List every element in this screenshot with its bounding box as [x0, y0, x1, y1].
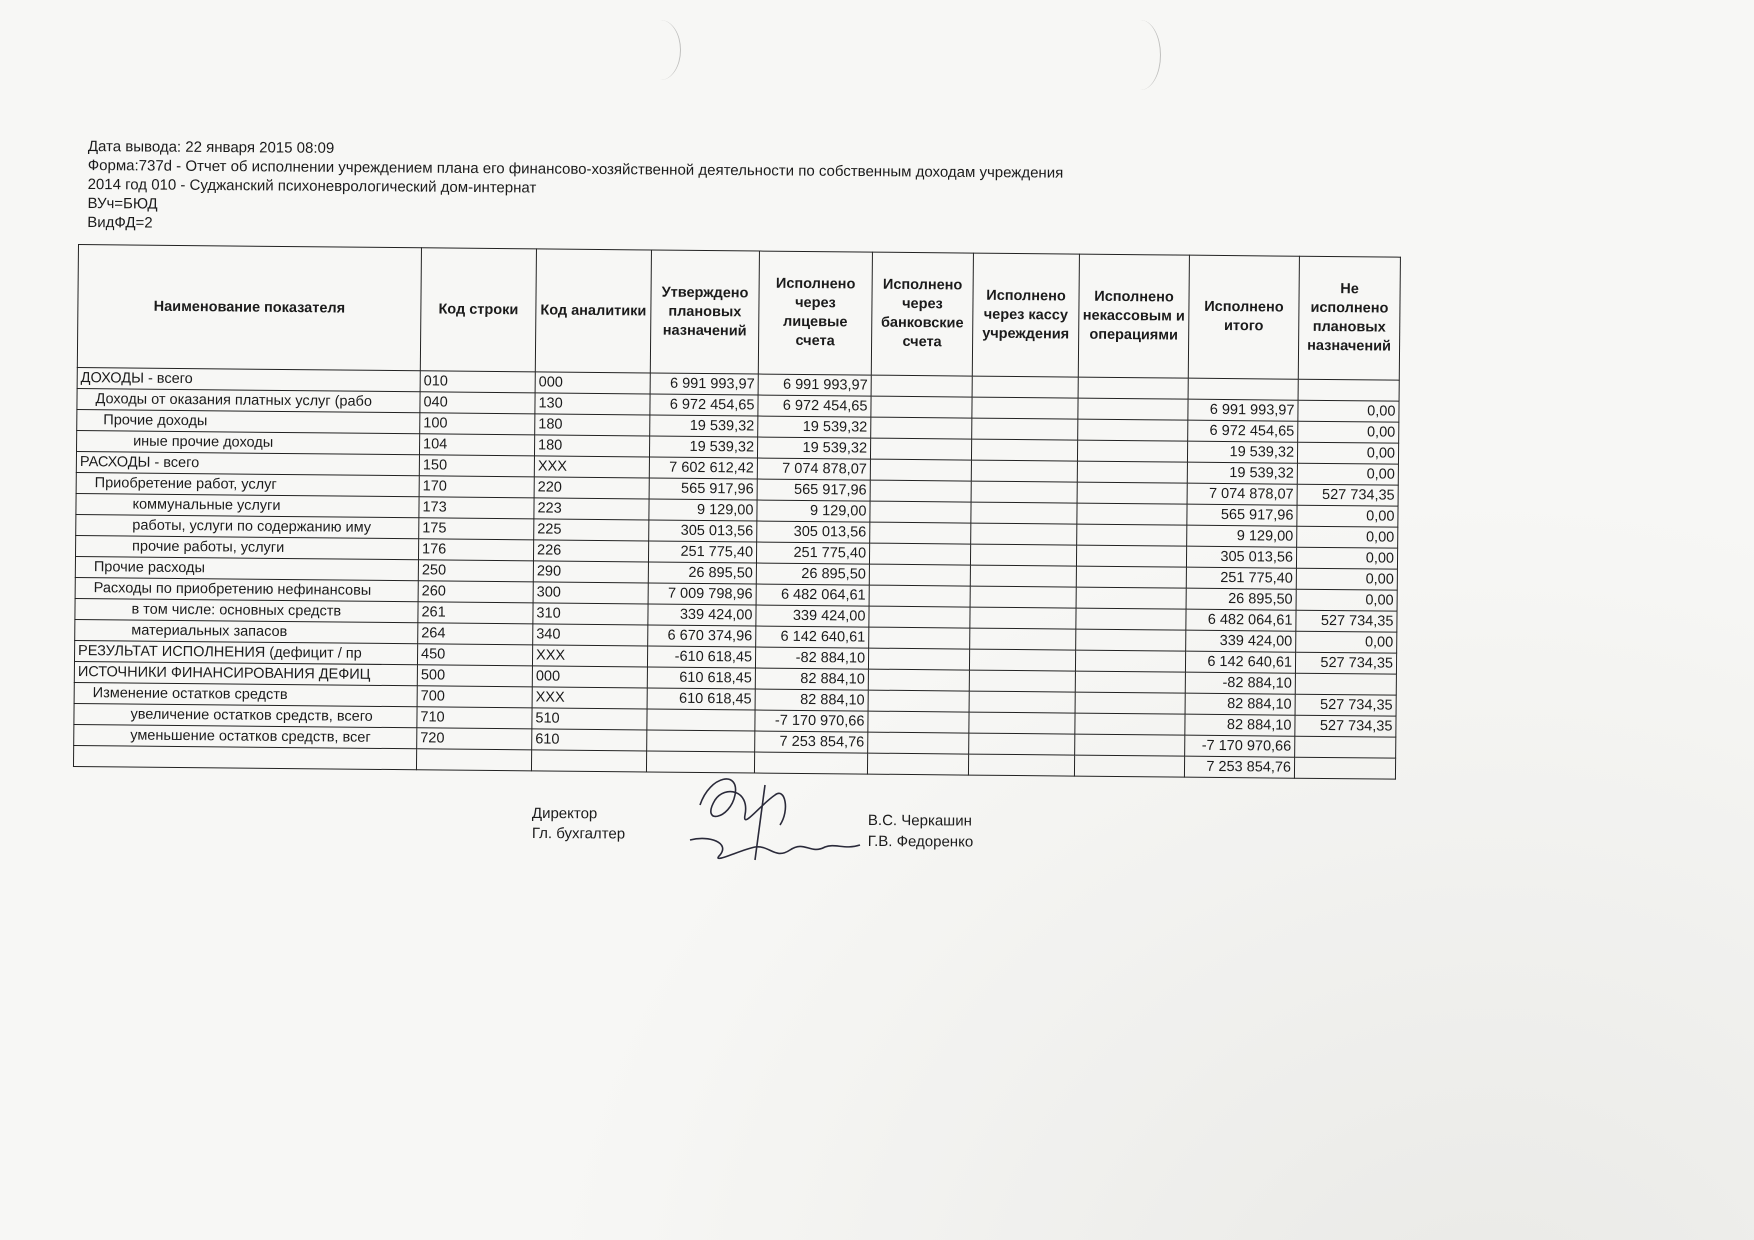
col-header-cash: Исполнено через кассу учреждения — [972, 253, 1079, 377]
row-bank — [869, 627, 970, 649]
row-cash — [971, 460, 1077, 482]
row-total: 7 253 854,76 — [1184, 756, 1294, 778]
row-analytic: 310 — [533, 603, 648, 625]
row-noncash — [1075, 692, 1185, 714]
col-header-total: Исполнено итого — [1188, 255, 1299, 379]
row-noncash — [1077, 482, 1187, 504]
row-bank — [871, 375, 972, 397]
row-accounts: 7 074 878,07 — [757, 458, 870, 480]
row-total: 565 917,96 — [1187, 504, 1297, 526]
row-code: 175 — [419, 518, 534, 540]
row-bank — [868, 690, 969, 712]
row-accounts: 6 991 993,97 — [758, 374, 871, 396]
row-cash — [972, 418, 1078, 440]
row-name: иные прочие доходы — [77, 430, 420, 454]
scan-artifact-left — [640, 20, 681, 80]
row-noncash — [1075, 713, 1185, 735]
row-analytic: 000 — [535, 372, 650, 394]
form-title: Форма:737d - Отчет об исполнении учреждением плана его финансово-хозяйственной деятельности по собственным доходам учреждения — [87, 156, 1064, 182]
row-bank — [868, 711, 969, 733]
row-analytic: 220 — [534, 477, 649, 499]
row-planned: 305 013,56 — [649, 520, 757, 542]
row-noncash — [1076, 608, 1186, 630]
row-analytic: XXX — [532, 687, 647, 709]
row-planned: 6 991 993,97 — [650, 373, 758, 395]
row-total: 19 539,32 — [1187, 441, 1297, 463]
row-name: Прочие расходы — [75, 556, 418, 580]
row-accounts: -82 884,10 — [755, 647, 868, 669]
row-analytic: XXX — [532, 645, 647, 667]
row-planned: 7 602 612,42 — [649, 457, 757, 479]
row-unexecuted: 527 734,35 — [1295, 715, 1396, 737]
row-cash — [970, 565, 1076, 587]
row-name: в том числе: основных средств — [75, 598, 418, 622]
handwritten-signatures — [680, 765, 870, 875]
row-unexecuted: 0,00 — [1298, 421, 1399, 443]
row-analytic: 130 — [535, 393, 650, 415]
row-total: 19 539,32 — [1187, 462, 1297, 484]
row-noncash — [1077, 503, 1187, 525]
row-code: 150 — [419, 455, 534, 477]
row-code: 250 — [418, 560, 533, 582]
row-unexecuted: 527 734,35 — [1295, 652, 1396, 674]
row-unexecuted: 0,00 — [1296, 547, 1397, 569]
row-name: коммунальные услуги — [76, 493, 419, 517]
row-accounts: 19 539,32 — [758, 416, 871, 438]
col-header-bank: Исполнено через банковские счета — [871, 252, 973, 376]
row-code: 720 — [417, 728, 532, 750]
row-total: 82 884,10 — [1185, 693, 1295, 715]
row-total: 6 972 454,65 — [1188, 420, 1298, 442]
row-cash — [972, 397, 1078, 419]
row-planned: 251 775,40 — [648, 541, 756, 563]
row-name — [73, 745, 416, 769]
row-noncash — [1077, 440, 1187, 462]
row-bank — [870, 438, 971, 460]
row-accounts: 7 253 854,76 — [755, 731, 868, 753]
row-unexecuted: 527 734,35 — [1297, 484, 1398, 506]
row-planned: 610 618,45 — [647, 667, 755, 689]
col-header-planned: Утверждено плановых назначений — [650, 250, 759, 374]
row-accounts: 305 013,56 — [757, 521, 870, 543]
col-header-accounts: Исполнено через лицевые счета — [758, 251, 872, 375]
row-analytic: 223 — [534, 498, 649, 520]
row-cash — [969, 691, 1075, 713]
row-planned: 26 895,50 — [648, 562, 756, 584]
row-name: материальных запасов — [75, 619, 418, 643]
row-total: 7 074 878,07 — [1187, 483, 1297, 505]
row-noncash — [1076, 629, 1186, 651]
row-analytic: 226 — [533, 540, 648, 562]
row-cash — [970, 628, 1076, 650]
row-total: 339 424,00 — [1186, 630, 1296, 652]
row-name: увеличение остатков средств, всего — [74, 703, 417, 727]
row-noncash — [1075, 734, 1185, 756]
col-header-analytic-code: Код аналитики — [535, 249, 651, 373]
row-cash — [971, 523, 1077, 545]
row-name: Прочие доходы — [77, 409, 420, 433]
row-cash — [970, 544, 1076, 566]
row-planned: 9 129,00 — [649, 499, 757, 521]
output-date: Дата вывода: 22 января 2015 08:09 — [87, 137, 335, 157]
row-total: 251 775,40 — [1186, 567, 1296, 589]
report-header — [87, 137, 1238, 241]
row-name: Изменение остатков средств — [74, 682, 417, 706]
director-title: Директор — [531, 805, 598, 823]
row-analytic: 180 — [534, 435, 649, 457]
row-bank — [868, 732, 969, 754]
col-header-noncash: Исполнено некассовым и операциями — [1078, 254, 1189, 378]
row-bank — [869, 564, 970, 586]
row-name: работы, услуги по содержанию иму — [76, 514, 419, 538]
row-accounts: 339 424,00 — [756, 605, 869, 627]
row-code: 710 — [417, 707, 532, 729]
row-noncash — [1076, 566, 1186, 588]
row-noncash — [1076, 587, 1186, 609]
row-bank — [868, 648, 969, 670]
row-code: 260 — [418, 581, 533, 603]
row-planned: 7 009 798,96 — [648, 583, 756, 605]
row-name: Расходы по приобретению нефинансовы — [75, 577, 418, 601]
row-bank — [871, 396, 972, 418]
row-planned — [647, 730, 755, 752]
row-unexecuted: 527 734,35 — [1296, 610, 1397, 632]
row-accounts: 6 142 640,61 — [756, 626, 869, 648]
row-noncash — [1077, 461, 1187, 483]
row-analytic: 340 — [533, 624, 648, 646]
row-noncash — [1075, 671, 1185, 693]
row-code: 261 — [418, 602, 533, 624]
col-header-unexecuted: Не исполнено плановых назначений — [1298, 256, 1400, 380]
row-name: РЕЗУЛЬТАТ ИСПОЛНЕНИЯ (дефицит / пр — [74, 640, 417, 664]
row-cash — [971, 439, 1077, 461]
row-noncash — [1078, 419, 1188, 441]
report-table — [73, 244, 1401, 780]
row-noncash — [1077, 524, 1187, 546]
report-table-wrapper — [73, 244, 1401, 780]
row-code: 170 — [419, 476, 534, 498]
table-header-row — [77, 245, 1400, 381]
row-total: -7 170 970,66 — [1185, 735, 1295, 757]
row-planned: 565 917,96 — [649, 478, 757, 500]
row-accounts: 19 539,32 — [757, 437, 870, 459]
row-planned: 339 424,00 — [648, 604, 756, 626]
row-analytic: 610 — [532, 729, 647, 751]
row-planned: -610 618,45 — [647, 646, 755, 668]
institution-line: 2014 год 010 - Суджанский психоневрологический дом-интернат — [87, 175, 537, 197]
row-accounts: 6 482 064,61 — [756, 584, 869, 606]
row-total: 26 895,50 — [1186, 588, 1296, 610]
row-accounts: 565 917,96 — [757, 479, 870, 501]
row-code: 500 — [417, 665, 532, 687]
row-accounts: 6 972 454,65 — [758, 395, 871, 417]
row-analytic: 225 — [534, 519, 649, 541]
col-header-row-code: Код строки — [420, 248, 536, 372]
row-bank — [870, 480, 971, 502]
row-analytic — [531, 750, 646, 772]
row-planned: 6 670 374,96 — [648, 625, 756, 647]
row-unexecuted — [1294, 757, 1395, 779]
row-analytic: 510 — [532, 708, 647, 730]
row-accounts: 82 884,10 — [755, 689, 868, 711]
row-bank — [868, 669, 969, 691]
row-code: 100 — [420, 413, 535, 435]
row-total: 6 482 064,61 — [1186, 609, 1296, 631]
row-code: 104 — [419, 434, 534, 456]
row-total: 82 884,10 — [1185, 714, 1295, 736]
row-planned — [647, 709, 755, 731]
row-bank — [869, 543, 970, 565]
row-code: 010 — [420, 371, 535, 393]
row-unexecuted: 0,00 — [1297, 505, 1398, 527]
row-unexecuted — [1298, 379, 1399, 401]
row-analytic: XXX — [534, 456, 649, 478]
row-analytic: 290 — [533, 561, 648, 583]
row-accounts: 9 129,00 — [757, 500, 870, 522]
row-unexecuted: 0,00 — [1298, 400, 1399, 422]
row-code: 264 — [418, 623, 533, 645]
row-code: 176 — [418, 539, 533, 561]
row-cash — [969, 670, 1075, 692]
row-code: 450 — [417, 644, 532, 666]
row-name: Доходы от оказания платных услуг (рабо — [77, 388, 420, 412]
row-unexecuted: 527 734,35 — [1295, 694, 1396, 716]
vuch-line: ВУч=БЮД — [87, 194, 158, 213]
row-total: 305 013,56 — [1186, 546, 1296, 568]
row-cash — [969, 649, 1075, 671]
row-accounts: 251 775,40 — [756, 542, 869, 564]
row-analytic: 300 — [533, 582, 648, 604]
row-planned: 19 539,32 — [649, 436, 757, 458]
signature-names — [868, 810, 974, 853]
row-code — [416, 749, 531, 771]
row-unexecuted: 0,00 — [1296, 568, 1397, 590]
row-unexecuted: 0,00 — [1297, 463, 1398, 485]
row-cash — [970, 586, 1076, 608]
scan-artifact-right — [1120, 20, 1161, 90]
row-planned: 19 539,32 — [650, 415, 758, 437]
row-total: -82 884,10 — [1185, 672, 1295, 694]
row-bank — [870, 522, 971, 544]
row-planned: 6 972 454,65 — [650, 394, 758, 416]
row-total: 6 991 993,97 — [1188, 399, 1298, 421]
accountant-name: Г.В. Федоренко — [867, 832, 974, 851]
row-accounts: 26 895,50 — [756, 563, 869, 585]
row-code: 700 — [417, 686, 532, 708]
row-unexecuted: 0,00 — [1297, 526, 1398, 548]
row-bank — [870, 501, 971, 523]
row-unexecuted — [1295, 736, 1396, 758]
row-name: ДОХОДЫ - всего — [77, 367, 420, 391]
vidfd-line: ВидФД=2 — [87, 213, 153, 232]
row-code: 040 — [420, 392, 535, 414]
signature-titles — [532, 804, 625, 844]
row-code: 173 — [419, 497, 534, 519]
row-unexecuted: 0,00 — [1296, 589, 1397, 611]
row-name: Приобретение работ, услуг — [76, 472, 419, 496]
row-total: 6 142 640,61 — [1185, 651, 1295, 673]
row-total — [1188, 378, 1298, 400]
row-bank — [869, 606, 970, 628]
row-cash — [968, 754, 1074, 776]
accountant-title: Гл. бухгалтер — [531, 824, 626, 843]
row-cash — [969, 712, 1075, 734]
row-cash — [971, 481, 1077, 503]
row-name: уменьшение остатков средств, всег — [74, 724, 417, 748]
row-bank — [869, 585, 970, 607]
row-unexecuted: 0,00 — [1296, 631, 1397, 653]
row-cash — [969, 733, 1075, 755]
row-noncash — [1078, 398, 1188, 420]
row-name: прочие работы, услуги — [76, 535, 419, 559]
director-name: В.С. Черкашин — [867, 812, 972, 830]
row-name: РАСХОДЫ - всего — [76, 451, 419, 475]
row-cash — [972, 376, 1078, 398]
row-unexecuted — [1295, 673, 1396, 695]
row-bank — [871, 417, 972, 439]
row-accounts: -7 170 970,66 — [755, 710, 868, 732]
row-noncash — [1076, 545, 1186, 567]
row-analytic: 180 — [535, 414, 650, 436]
row-bank — [867, 753, 968, 775]
row-noncash — [1078, 377, 1188, 399]
col-header-name: Наименование показателя — [77, 245, 421, 371]
row-unexecuted: 0,00 — [1297, 442, 1398, 464]
row-analytic: 000 — [532, 666, 647, 688]
row-planned: 610 618,45 — [647, 688, 755, 710]
row-cash — [971, 502, 1077, 524]
row-name: ИСТОЧНИКИ ФИНАНСИРОВАНИЯ ДЕФИЦ — [74, 661, 417, 685]
row-total: 9 129,00 — [1187, 525, 1297, 547]
row-noncash — [1075, 650, 1185, 672]
row-cash — [970, 607, 1076, 629]
row-noncash — [1074, 755, 1184, 777]
row-accounts: 82 884,10 — [755, 668, 868, 690]
row-bank — [870, 459, 971, 481]
